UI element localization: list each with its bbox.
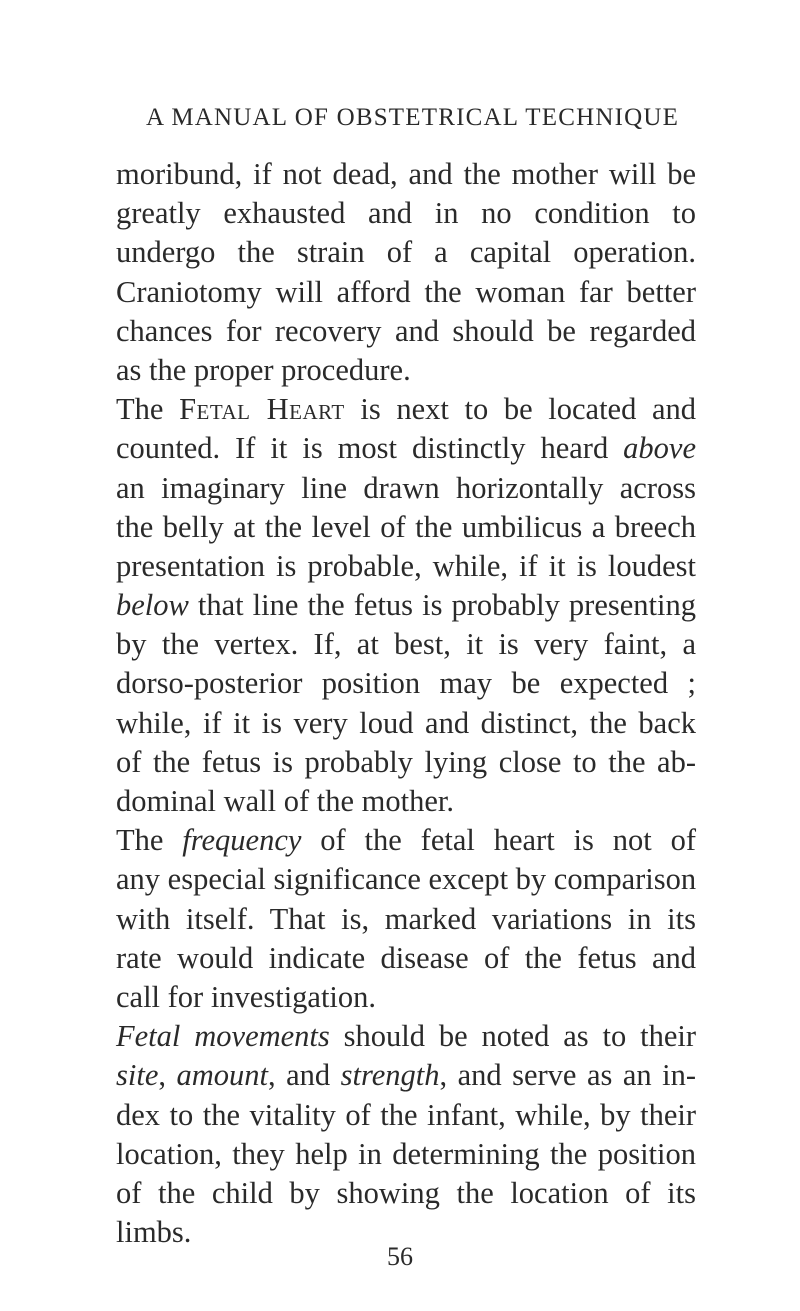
text-line [116, 429, 696, 468]
text-run: The [116, 392, 180, 427]
text-line: of the child by showing the location of its [116, 1175, 696, 1210]
text-line [116, 821, 696, 860]
text-run: , [158, 1058, 177, 1093]
text-line: dominal wall of the mother. [116, 784, 454, 818]
text-line: moribund, if not dead, and the mother will be [116, 157, 696, 191]
text-line: by the vertex. If, at best, it is very faint, a [116, 627, 696, 662]
text-line: presentation is probable, while, if it is loudest [116, 548, 696, 583]
text-run: , and [267, 1058, 341, 1093]
text-line: any especial significance except by comparison [116, 862, 697, 897]
text-run: counted. If it is most distinctly heard [116, 431, 624, 466]
text-line: Craniotomy will afford the woman far better [116, 274, 696, 309]
italic-term: site [116, 1058, 159, 1093]
text-line: location, they help in determining the position [116, 1136, 696, 1171]
page-number: 56 [387, 1242, 413, 1271]
text-run: , and serve as an in- [439, 1058, 696, 1093]
text-line [116, 390, 696, 429]
text-line: dex to the vitality of the infant, while, by their [116, 1097, 696, 1132]
text-line: call for investigation. [116, 979, 377, 1014]
text-line: chances for recovery and should be regarded [116, 313, 696, 348]
text-line: dorso-posterior position may be expected ; [116, 666, 696, 701]
italic-term: Fetal movements [116, 1019, 330, 1054]
text-line: an imaginary line drawn horizontally across [116, 470, 696, 505]
text-line [116, 1056, 696, 1095]
page-body [116, 155, 696, 1252]
text-line [116, 1017, 696, 1056]
italic-term: amount [176, 1058, 268, 1093]
text-line: the belly at the level of the umbilicus a breech [116, 509, 696, 544]
text-run: The [116, 823, 183, 858]
text-line: with itself. That is, marked variations in its [116, 901, 696, 936]
text-line: undergo the strain of a capital operation. [116, 235, 696, 270]
italic-term: strength [340, 1058, 440, 1093]
text-line: as the proper procedure. [116, 352, 411, 387]
text-line [116, 586, 696, 625]
text-line: of the fetus is probably lying close to the ab- [116, 744, 696, 779]
text-run: of the fetal heart is not of [301, 823, 697, 858]
running-head: A MANUAL OF OBSTETRICAL TECHNIQUE [146, 104, 680, 131]
text-run: that line the fetus is probably presenting [188, 588, 696, 623]
text-run: is next to be located and [344, 392, 697, 427]
italic-term: frequency [182, 823, 302, 858]
text-line: rate would indicate disease of the fetus and [116, 940, 696, 975]
small-caps-term: Fetal Heart [179, 392, 345, 427]
italic-term: above [623, 431, 696, 466]
text-line: while, if it is very loud and distinct, the back [116, 705, 696, 740]
text-line: greatly exhausted and in no condition to [116, 196, 696, 231]
text-run: should be noted as to their [329, 1019, 696, 1054]
text-line: limbs. [116, 1215, 192, 1250]
italic-term: below [116, 588, 189, 623]
